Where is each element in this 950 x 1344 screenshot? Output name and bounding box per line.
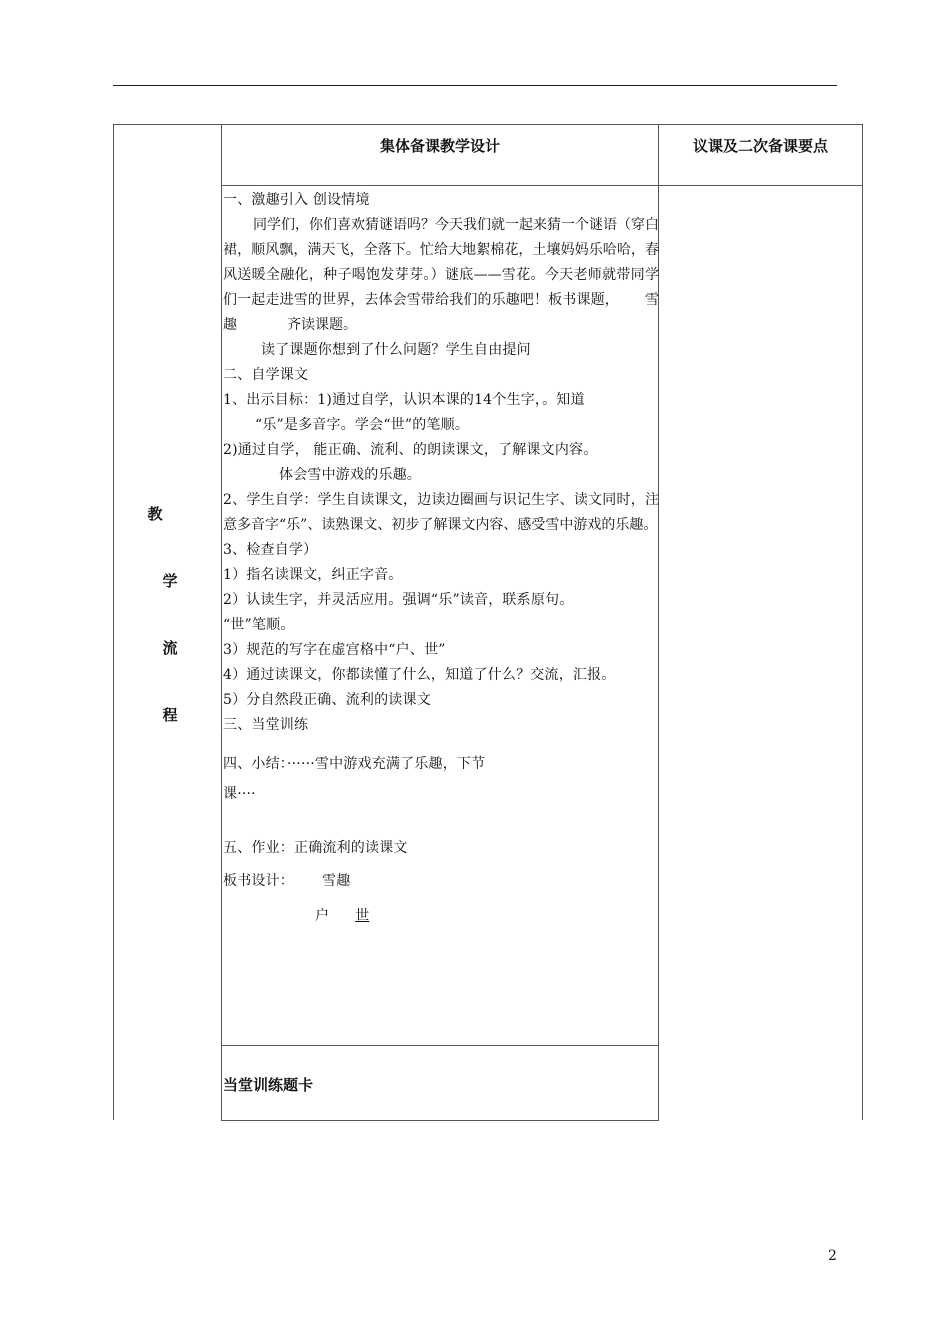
section-1-paragraph xyxy=(223,213,659,338)
check-title: 3、检查自学） xyxy=(223,542,318,558)
table-right-border xyxy=(862,124,863,1120)
side-label-char-1: 教 xyxy=(147,505,163,523)
section-1-paragraph-end: 齐读课题。 xyxy=(287,317,357,333)
section-1-question: 读了课题你想到了什么问题？学生自由提问 xyxy=(261,342,531,358)
section-1-title: 一、激趣引入 创设情境 xyxy=(223,192,370,208)
section-5-title: 五、作业：正确流利的读课文 xyxy=(223,840,408,856)
section-2-title: 二、自学课文 xyxy=(223,367,309,383)
table-header-divider xyxy=(221,185,862,186)
page-number: 2 xyxy=(828,1248,837,1264)
check-item-4: 4）通过读课文，你都读懂了什么，知道了什么？交流，汇报。 xyxy=(223,667,616,683)
goal-line-1b: “乐”是多音字。学会“世”的笔顺。 xyxy=(255,417,470,433)
section-1-paragraph-text: 同学们，你们喜欢猜谜语吗？今天我们就一起来猜一个谜语（穿白裙，顺风飘，满天飞，全落下。忙给大地絮棉花，土壤妈妈乐哈哈，春风送暖全融化，种子喝饱发芽芽。）谜底——雪花。今天老师就带同学们一起走进雪的世界，去体会雪带给我们的乐趣吧！板书课题， xyxy=(223,217,659,308)
goal-line-1a: 1、出示目标：1)通过自学，认识本课的14个生字，。知道 xyxy=(223,392,585,408)
board-design-row xyxy=(223,869,659,904)
table-left-border xyxy=(113,124,114,1120)
goal-line-2a: 2)通过自学， 能正确、流利、的朗读课文，了解课文内容。 xyxy=(223,442,598,458)
card-top-border xyxy=(221,1045,659,1046)
summary-line-2: 课···· xyxy=(223,786,256,802)
board-design-title: 雪趣 xyxy=(322,873,351,889)
check-item-2b: “世”笔顺。 xyxy=(223,617,295,633)
table-top-border xyxy=(113,124,862,125)
lesson-plan-content xyxy=(223,188,659,929)
board-design-chars xyxy=(223,904,659,929)
table-col-divider-1 xyxy=(221,124,222,1120)
header-rule xyxy=(113,85,837,86)
check-item-5: 5）分自然段正确、流利的读课文 xyxy=(223,692,431,708)
board-char-hu: 户 xyxy=(315,908,330,924)
column-header-design: 集体备课教学设计 xyxy=(379,137,500,155)
check-item-2a: 2）认读生字，并灵活应用。强调“乐”读音，联系原句。 xyxy=(223,592,574,608)
board-design-label: 板书设计： xyxy=(223,873,294,889)
section-3-title: 三、当堂训练 xyxy=(223,717,309,733)
lesson-title-inline: 雪趣 xyxy=(223,292,660,333)
side-label-char-2: 学 xyxy=(162,572,178,590)
check-item-3: 3）规范的写字在虚宫格中“户、世” xyxy=(223,642,446,658)
card-bottom-border xyxy=(221,1120,659,1121)
board-char-shi: 世 xyxy=(355,908,370,924)
goal-line-2b: 体会雪中游戏的乐趣。 xyxy=(279,467,421,483)
check-item-1: 1）指名读课文，纠正字音。 xyxy=(223,567,403,583)
summary-line-1: 四、小结：······雪中游戏充满了乐趣，下节 xyxy=(223,756,486,772)
self-study-paragraph: 2、学生自学：学生自读课文，边读边圈画与识记生字、读文同时，注意多音字“乐”、读熟课文、初步了解课文内容、感受雪中游戏的乐趣。 xyxy=(223,492,659,533)
side-label-char-4: 程 xyxy=(162,706,178,724)
column-header-notes: 议课及二次备课要点 xyxy=(692,137,828,155)
side-label-char-3: 流 xyxy=(162,639,178,657)
practice-card-title: 当堂训练题卡 xyxy=(223,1076,314,1094)
